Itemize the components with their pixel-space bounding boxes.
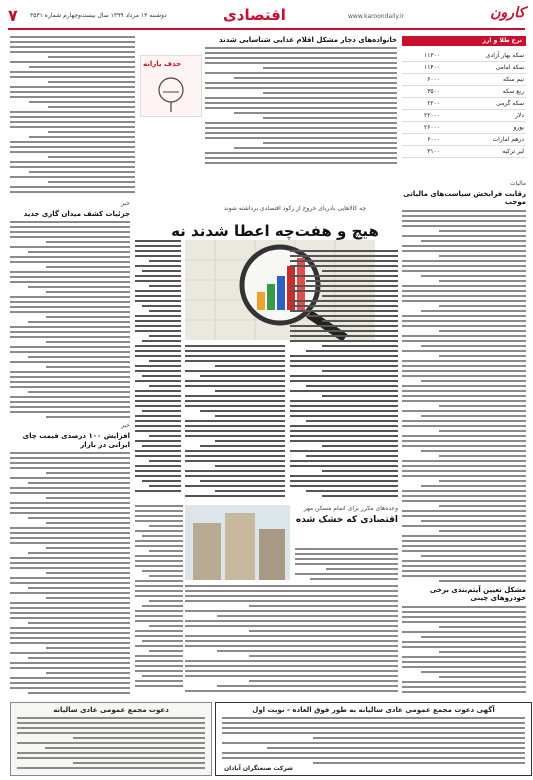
main-story-body (290, 250, 398, 497)
housing-body-c (295, 548, 398, 580)
rate-label: سکه بهار آزادی (442, 50, 526, 62)
housing-col-c (295, 548, 398, 583)
section-heading: مالیات (509, 180, 526, 187)
left-body-2 (10, 452, 130, 695)
table-row (402, 122, 526, 134)
rate-label: دلار (442, 110, 526, 122)
housing-kicker: وعده‌های مکرر برای اتمام مسکن مهر (303, 505, 398, 512)
main-story-body-2 (185, 345, 285, 497)
rates-box (402, 36, 526, 176)
main-story-col-2 (185, 345, 285, 500)
story-headline-2: مشکل تعیین آیتم‌بندی برخی خودروهای چینی (429, 585, 526, 603)
table-row (402, 86, 526, 98)
left-section-heading: خبر (121, 200, 130, 207)
left-headline-1: جزئیات کشف میدان گازی جدید (23, 210, 130, 218)
article-body-2 (402, 606, 526, 695)
rate-value: ۲۲۰۰۰ (402, 110, 442, 122)
top-story-headline: خانواده‌های دچار مشکل اقلام غذایی شناسایی شدند (219, 36, 397, 44)
housing-photo (185, 505, 290, 580)
rate-value: ۶۰۰۰ (402, 74, 442, 86)
cartoon-image (140, 55, 202, 117)
notice-ad (215, 702, 532, 776)
rate-label: یورو (442, 122, 526, 134)
newspaper-logo: کارون (490, 5, 525, 21)
rates-title-bar (402, 36, 526, 46)
notice-title: آگهی دعوت مجمع عمومی عادی سالیانه به طور فوق العاده - نوبت اول (252, 706, 495, 714)
left-top-column (10, 36, 135, 196)
table-row (402, 62, 526, 74)
page-header (8, 6, 525, 30)
table-row (402, 146, 526, 158)
rate-label: ربع سکه (442, 86, 526, 98)
table-row (402, 110, 526, 122)
left-headline-2: افزایش ۱۰۰ درصدی قیمت چای ایرانی در بازار (22, 432, 130, 449)
main-story-headline: هیچ و هفت‌چه اعطا شدند نه (171, 222, 379, 240)
main-story-body-3 (135, 240, 181, 492)
rate-value: ۲۲۰۰ (402, 98, 442, 110)
rate-label: سکه امامی (442, 62, 526, 74)
buildings-illustration (185, 505, 290, 580)
side-notice-body (11, 717, 211, 769)
page-number: ۷ (8, 6, 18, 25)
date-line: دوشنبه ۱۳ مرداد ۱۳۹۹ سال بیست‌وچهارم شماره ۳۵۳۱ (30, 12, 167, 19)
left-section-heading-2: خبر (121, 422, 130, 430)
housing-body-b (185, 585, 398, 692)
rate-label: نیم سکه (442, 74, 526, 86)
rates-title: نرخ طلا و ارز (482, 37, 522, 44)
notice-signature: شرکت صنعتگران آبادان (224, 765, 293, 772)
section-title: اقتصادی (223, 6, 286, 24)
site-url[interactable]: www.karoondaily.ir (348, 13, 405, 20)
rate-value: ۱۱۴۰۰ (402, 62, 442, 74)
story-headline: رقابت فرابخش سیاست‌های مالیاتی موجب (403, 190, 526, 207)
side-notice-ad (10, 702, 212, 776)
housing-body-a (135, 505, 183, 687)
housing-story-head (295, 505, 398, 545)
article-body (402, 210, 526, 582)
rate-value: ۲۶۰۰۰ (402, 122, 442, 134)
table-row (402, 50, 526, 62)
rate-value: ۳۱۰۰ (402, 146, 442, 158)
housing-col-a (135, 505, 183, 695)
table-row (402, 134, 526, 146)
housing-col-b (185, 585, 398, 695)
top-story (205, 36, 397, 166)
notice-body (216, 717, 531, 764)
cartoon-label: حذف یارانه (143, 60, 182, 68)
table-row (402, 98, 526, 110)
housing-headline: اقتصادی که خشک شده (295, 515, 398, 525)
left-column (10, 200, 130, 695)
main-story-col-3 (135, 240, 181, 500)
top-story-body (205, 47, 397, 166)
left-body-1 (10, 221, 130, 418)
main-story-col-1 (290, 250, 398, 500)
rate-label: سکه گرمی (442, 98, 526, 110)
rates-table (402, 50, 526, 158)
side-notice-title: دعوت مجمع عمومی عادی سالیانه (53, 706, 169, 714)
rate-value: ۳۵۰۰ (402, 86, 442, 98)
rate-value: ۱۱۳۰۰ (402, 50, 442, 62)
table-row (402, 74, 526, 86)
rate-value: ۶۰۰۰ (402, 134, 442, 146)
rate-label: لیر ترکیه (442, 146, 526, 158)
main-story-kicker: چه کالاهایی بادریای خروج از رکود اقتصادی برداشته شوند (223, 205, 367, 212)
left-top-body (10, 36, 135, 193)
rate-label: درهم امارات (442, 134, 526, 146)
